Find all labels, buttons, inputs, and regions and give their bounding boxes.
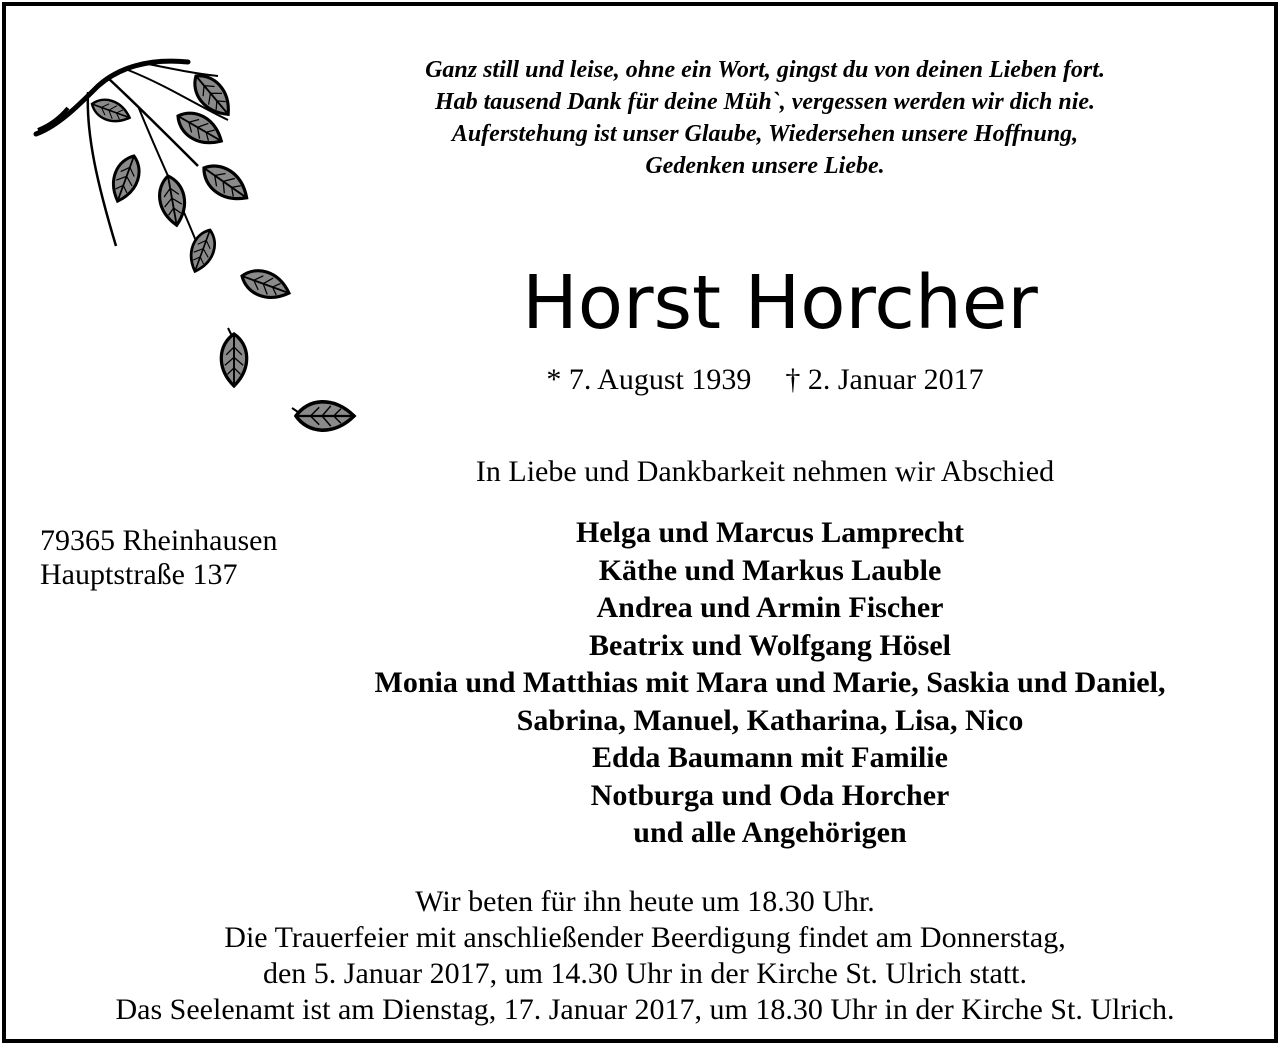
service-line: Das Seelenamt ist am Dienstag, 17. Januar 2017, um 18.30 Uhr in der Kirche St. Ulrich. <box>115 993 1175 1026</box>
poem-line: Auferstehung ist unser Glaube, Wiedersehen unsere Hoffnung, <box>451 121 1079 147</box>
poem-line: Hab tausend Dank für deine Müh`, vergessen werden wir dich nie. <box>434 89 1096 115</box>
life-dates <box>380 360 1150 400</box>
mourners-list <box>290 514 1250 852</box>
mourner-line: Helga und Marcus Lamprecht <box>575 516 965 549</box>
death-date: 2. Januar 2017 <box>807 363 984 396</box>
address-block <box>40 524 277 592</box>
mourner-line: Edda Baumann mit Familie <box>592 741 948 774</box>
deceased-name: Horst Horcher <box>522 260 1038 346</box>
memorial-poem <box>300 54 1230 182</box>
cross-icon: † <box>785 363 801 396</box>
mourner-line: und alle Angehörigen <box>633 816 907 849</box>
birth-symbol: * <box>546 363 562 396</box>
poem-line: Ganz still und leise, ohne ein Wort, gingst du von deinen Lieben fort. <box>425 57 1105 83</box>
birth-date: 7. August 1939 <box>568 363 752 396</box>
service-information <box>40 884 1250 1028</box>
mourner-line: Sabrina, Manuel, Katharina, Lisa, Nico <box>516 703 1024 737</box>
address-city: 79365 Rheinhausen <box>40 524 278 557</box>
mourner-line: Andrea und Armin Fischer <box>596 591 944 624</box>
service-line: den 5. Januar 2017, um 14.30 Uhr in der Kirche St. Ulrich statt. <box>262 957 1028 990</box>
farewell-line: In Liebe und Dankbarkeit nehmen wir Abschied <box>475 455 1055 488</box>
service-line: Die Trauerfeier mit anschließender Beerdigung findet am Donnerstag, <box>224 921 1066 954</box>
address-street: Hauptstraße 137 <box>40 558 238 591</box>
service-line: Wir beten für ihn heute um 18.30 Uhr. <box>415 885 875 918</box>
mourner-line: Monia und Matthias mit Mara und Marie, Saskia und Daniel, <box>374 666 1166 699</box>
mourner-line: Notburga und Oda Horcher <box>590 778 950 812</box>
mourner-line: Käthe und Markus Lauble <box>598 553 942 587</box>
mourner-line: Beatrix und Wolfgang Hösel <box>589 628 951 662</box>
poem-line: Gedenken unsere Liebe. <box>645 153 885 179</box>
